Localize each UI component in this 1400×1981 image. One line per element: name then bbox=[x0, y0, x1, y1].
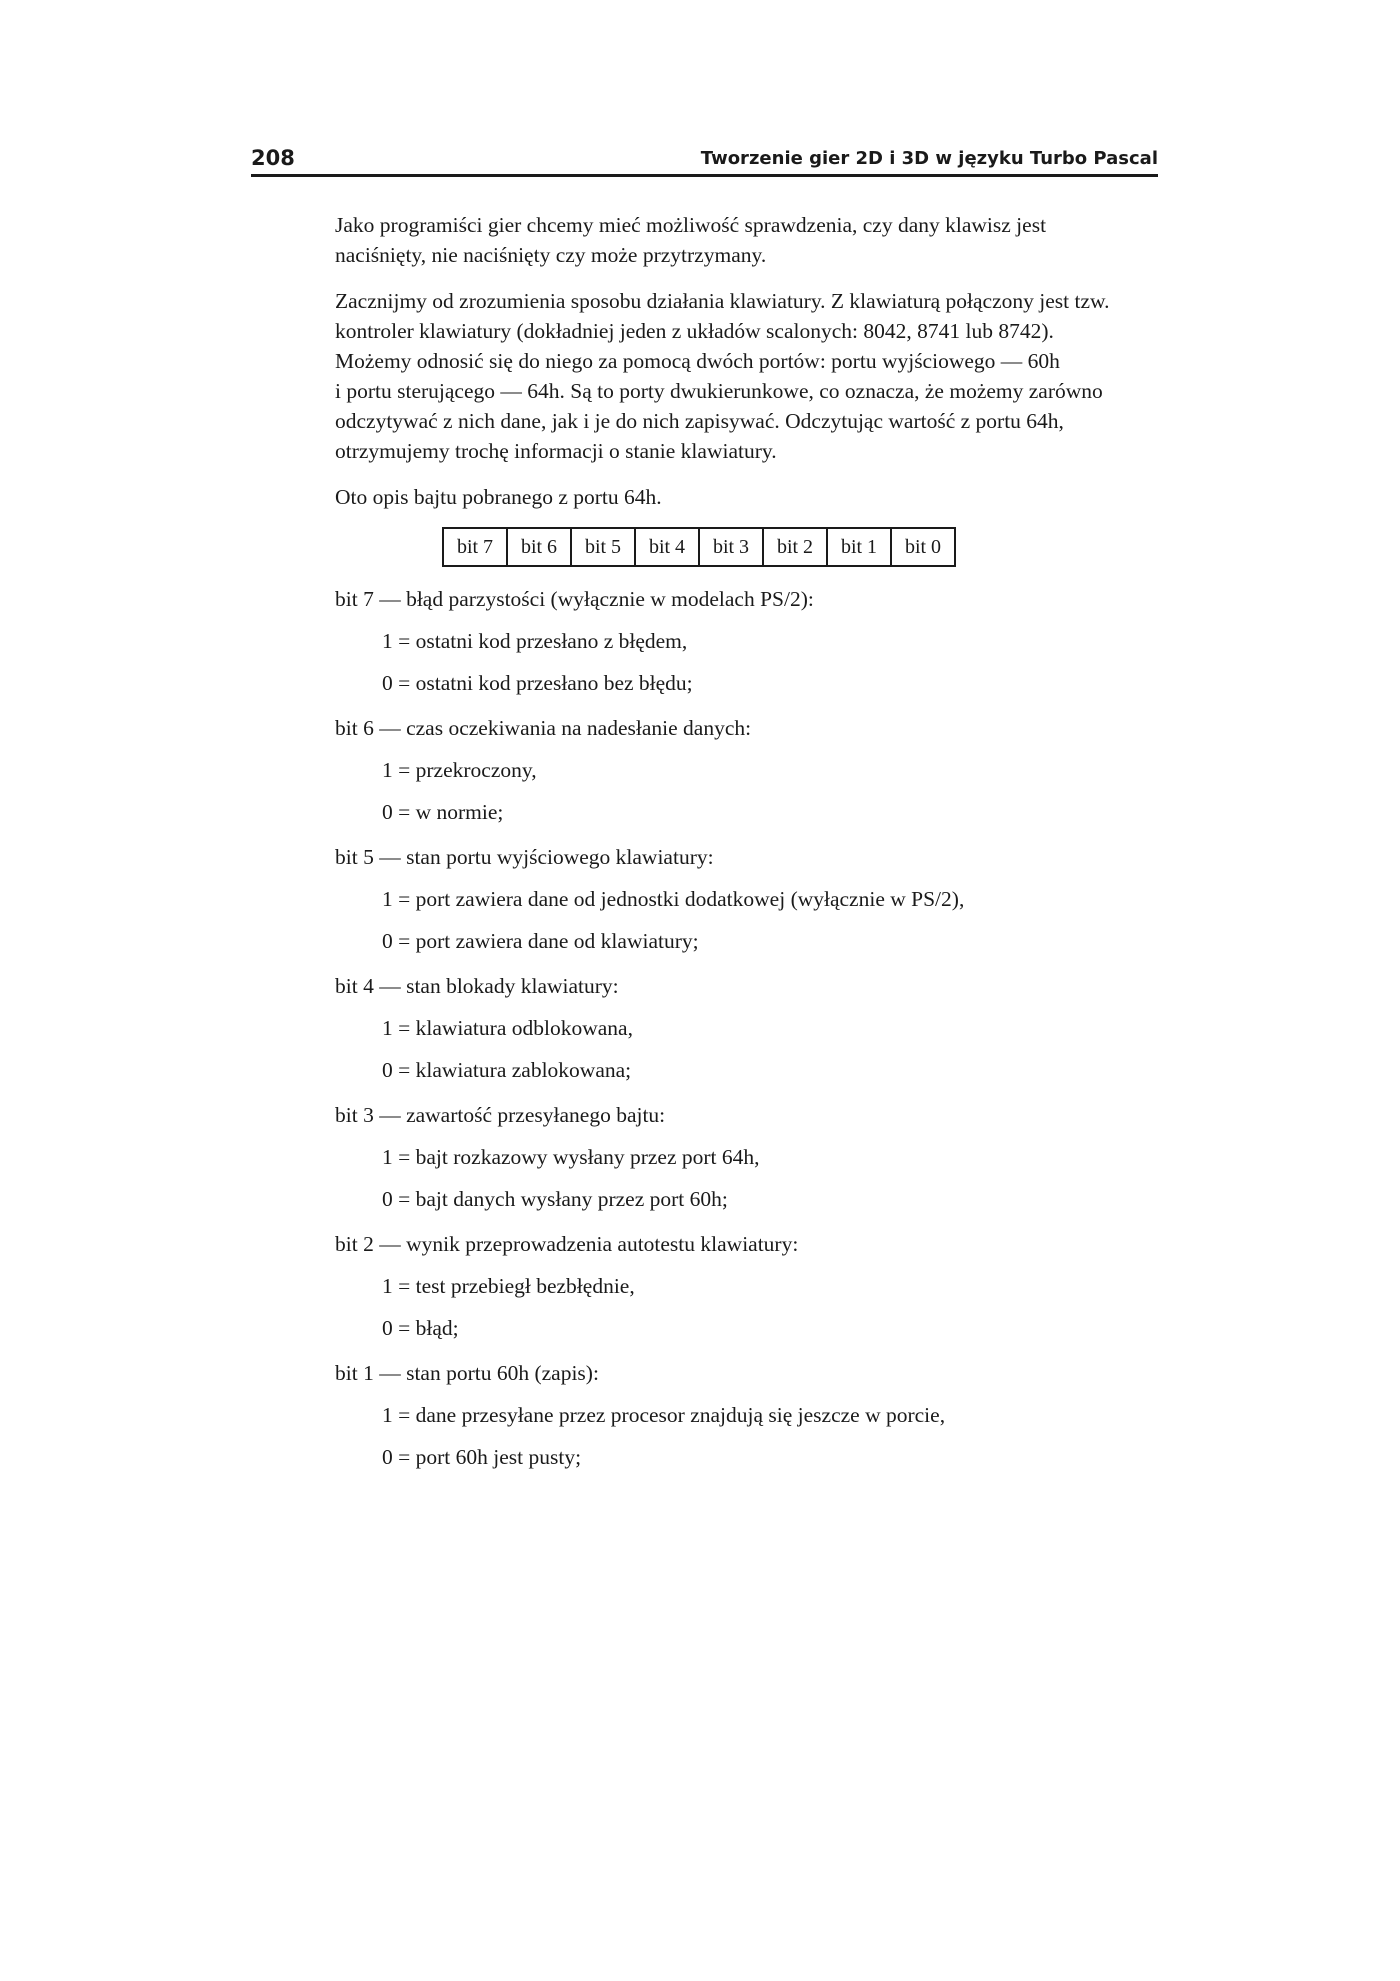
bit-value: 1 = test przebiegł bezbłędnie, bbox=[382, 1274, 635, 1298]
bit-cell: bit 6 bbox=[507, 528, 571, 566]
bit-heading: bit 4 — stan blokady klawiatury: bbox=[335, 974, 619, 998]
bit-value: 1 = klawiatura odblokowana, bbox=[382, 1016, 633, 1040]
page-header bbox=[251, 140, 1158, 177]
paragraph-line: Jako programiści gier chcemy mieć możliwość sprawdzenia, czy dany klawisz jest bbox=[335, 213, 1047, 237]
bit-value: 0 = bajt danych wysłany przez port 60h; bbox=[382, 1187, 728, 1211]
bit-value: 1 = bajt rozkazowy wysłany przez port 64h, bbox=[382, 1145, 760, 1169]
bit-cell: bit 4 bbox=[635, 528, 699, 566]
bit-description bbox=[335, 971, 1155, 1085]
paragraph-line: odczytywać z nich dane, jak i je do nich zapisywać. Odczytując wartość z portu 64h, bbox=[335, 409, 1064, 433]
bit-value: 0 = klawiatura zablokowana; bbox=[382, 1058, 632, 1082]
bit-description bbox=[335, 584, 1155, 698]
bit-table-row bbox=[443, 528, 955, 566]
bit-table-wrapper bbox=[442, 527, 1155, 567]
bit-heading: bit 6 — czas oczekiwania na nadesłanie danych: bbox=[335, 716, 752, 740]
page-content bbox=[335, 210, 1155, 1472]
bit-value: 0 = port 60h jest pusty; bbox=[382, 1445, 582, 1469]
paragraph-line: Oto opis bajtu pobranego z portu 64h. bbox=[335, 485, 662, 509]
bit-cell: bit 1 bbox=[827, 528, 891, 566]
paragraph bbox=[335, 286, 1155, 466]
bit-heading: bit 1 — stan portu 60h (zapis): bbox=[335, 1361, 599, 1385]
bit-descriptions bbox=[335, 584, 1155, 1472]
intro-paragraphs bbox=[335, 210, 1155, 512]
bit-value: 0 = błąd; bbox=[382, 1316, 459, 1340]
bit-table bbox=[442, 527, 956, 567]
paragraph-line: naciśnięty, nie naciśnięty czy może przytrzymany. bbox=[335, 243, 767, 267]
paragraph-line: Możemy odnosić się do niego za pomocą dwóch portów: portu wyjściowego — 60h bbox=[335, 349, 1060, 373]
bit-description bbox=[335, 842, 1155, 956]
bit-cell: bit 3 bbox=[699, 528, 763, 566]
bit-value: 1 = przekroczony, bbox=[382, 758, 537, 782]
bit-heading: bit 5 — stan portu wyjściowego klawiatury: bbox=[335, 845, 714, 869]
paragraph-line: otrzymujemy trochę informacji o stanie klawiatury. bbox=[335, 439, 777, 463]
bit-heading: bit 2 — wynik przeprowadzenia autotestu klawiatury: bbox=[335, 1232, 799, 1256]
bit-value: 0 = w normie; bbox=[382, 800, 504, 824]
paragraph bbox=[335, 482, 1155, 512]
bit-description bbox=[335, 713, 1155, 827]
bit-heading: bit 3 — zawartość przesyłanego bajtu: bbox=[335, 1103, 666, 1127]
paragraph-line: Zacznijmy od zrozumienia sposobu działania klawiatury. Z klawiaturą połączony jest tzw. bbox=[335, 289, 1110, 313]
page-number: 208 bbox=[251, 146, 295, 170]
bit-cell: bit 5 bbox=[571, 528, 635, 566]
bit-value: 0 = ostatni kod przesłano bez błędu; bbox=[382, 671, 693, 695]
bit-cell: bit 7 bbox=[443, 528, 507, 566]
bit-description bbox=[335, 1358, 1155, 1472]
bit-heading: bit 7 — błąd parzystości (wyłącznie w modelach PS/2): bbox=[335, 587, 814, 611]
bit-cell: bit 0 bbox=[891, 528, 955, 566]
paragraph-line: kontroler klawiatury (dokładniej jeden z układów scalonych: 8042, 8741 lub 8742). bbox=[335, 319, 1054, 343]
bit-value: 0 = port zawiera dane od klawiatury; bbox=[382, 929, 699, 953]
paragraph bbox=[335, 210, 1155, 270]
bit-description bbox=[335, 1100, 1155, 1214]
running-title: Tworzenie gier 2D i 3D w języku Turbo Pascal bbox=[700, 148, 1158, 169]
bit-value: 1 = dane przesyłane przez procesor znajdują się jeszcze w porcie, bbox=[382, 1403, 946, 1427]
bit-value: 1 = ostatni kod przesłano z błędem, bbox=[382, 629, 688, 653]
paragraph-line: i portu sterującego — 64h. Są to porty dwukierunkowe, co oznacza, że możemy zarówno bbox=[335, 379, 1103, 403]
bit-cell: bit 2 bbox=[763, 528, 827, 566]
bit-value: 1 = port zawiera dane od jednostki dodatkowej (wyłącznie w PS/2), bbox=[382, 887, 965, 911]
bit-description bbox=[335, 1229, 1155, 1343]
